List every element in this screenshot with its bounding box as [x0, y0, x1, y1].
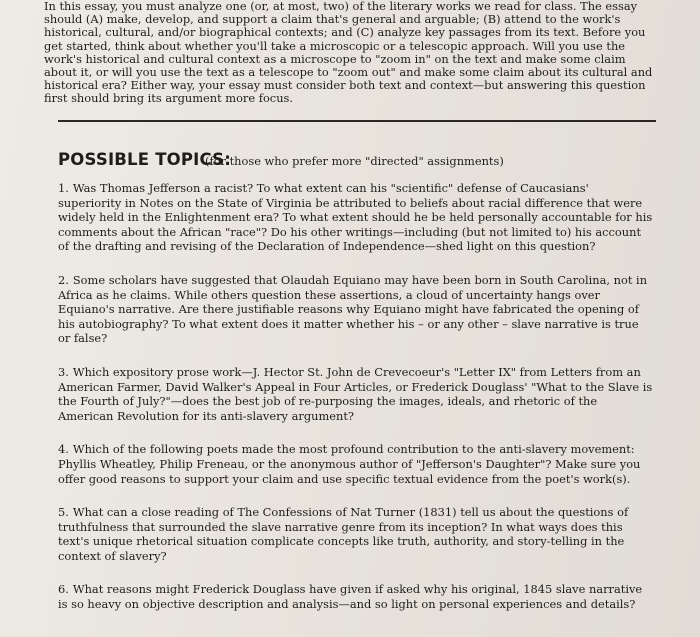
- topic-text: Which of the following poets made the most profound contribution to the anti-slavery movement: Phyllis Wheatley, Philip Freneau, or the anonymous author of "Jefferson's Daughter"? Make sure you offer good reasons to support your claim and use specific textual evidence from the poet's work(s).: [58, 442, 641, 486]
- topic-text: Which expository prose work—J. Hector St. John de Crevecoeur's "Letter IX" from Letters from an American Farmer, David Walker's Appeal in Four Articles, or Frederick Douglass' "What to the Slave is the Fourth of July?"—does the best job of re-purposing the images, ideals, and rhetoric of the American Revolution for its anti-slavery argument?: [58, 364, 653, 423]
- horizontal-divider: [58, 120, 656, 122]
- topic-item: [58, 582, 654, 611]
- topics-heading: POSSIBLE TOPICS:: [58, 150, 232, 169]
- topic-number: 1.: [58, 181, 69, 195]
- topic-number: 2.: [58, 272, 69, 287]
- topic-text: Some scholars have suggested that Olaudah Equiano may have been born in South Carolina, not in Africa as he claims. While others question these assertions, a cloud of uncertainty hangs over Equiano's narrative. Are there justifiable reasons why Equiano might have fabricated the opening of his autobiography? To what extent does it matter whether his – or any other – slave narrative is true or false?: [58, 272, 648, 346]
- topic-item: [58, 181, 654, 254]
- topic-item: [58, 273, 654, 346]
- topic-item: [58, 365, 654, 423]
- topic-item: [58, 442, 654, 486]
- topic-text: Was Thomas Jefferson a racist? To what extent can his "scientific" defense of Caucasians' superiority in Notes on the State of Virginia be attributed to beliefs about racial difference that were widely held in the Enlightenment era? To what extent should he be held personally accountable for his comments about the African "race"? Do his other writings—including (but not limited to) his account of the drafting and revising of the Declaration of Independence—shed light on this question?: [58, 181, 653, 254]
- intro-paragraph: In this essay, you must analyze one (or, at most, two) of the literary works we read for class. The essay should (A) make, develop, and support a claim that's general and arguable; (B) attend to the work's historical, cultural, and/or biographical contexts; and (C) analyze key passages from its text. Before you get started, think about whether you'll take a microscopic or a telescopic approach. Will you use the work's historical and cultural context as a microscope to "zoom in" on the text and make some claim about it, or will you use the text as a telescope to "zoom out" and make some claim about its cultural and historical era? Either way, your essay must consider both text and context—but answering this question first should bring its argument more focus.: [44, 0, 653, 106]
- topic-number: 3.: [58, 364, 69, 379]
- topic-text: What can a close reading of The Confessions of Nat Turner (1831) tell us about the questions of truthfulness that surrounded the slave narrative genre from its inception? In what ways does this text's unique rhetorical situation complicate concepts like truth, authority, and story-telling in the context of slavery?: [58, 505, 629, 563]
- topic-item: [58, 505, 654, 563]
- topic-number: 5.: [58, 505, 69, 520]
- topic-number: 4.: [58, 442, 69, 457]
- topic-number: 6.: [58, 582, 69, 597]
- topics-list: [58, 181, 654, 631]
- topic-text: What reasons might Frederick Douglass have given if asked why his original, 1845 slave narrative is so heavy on objective description and analysis—and so light on personal experiences and details?: [58, 582, 643, 612]
- topics-heading-note: (for those who prefer more "directed" assignments): [205, 154, 504, 168]
